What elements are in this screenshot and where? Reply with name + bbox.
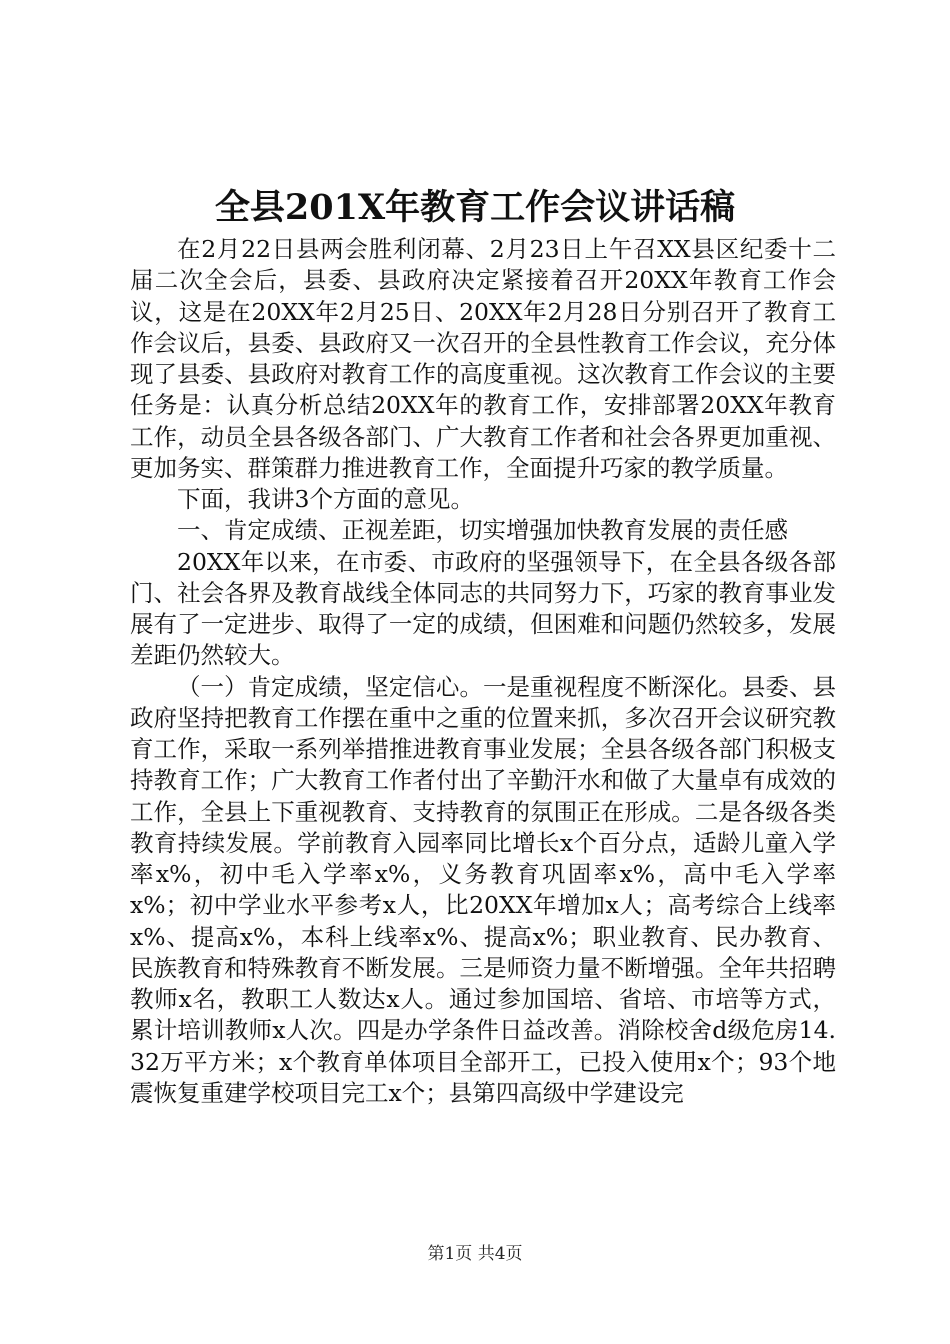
section-heading: 一、肯定成绩、正视差距，切实增强加快教育发展的责任感 bbox=[177, 516, 788, 545]
paragraph: （一）肯定成绩，坚定信心。一是重视程度不断深化。县委、县政府坚持把教育工作摆在重中之重的位置来抓，多次召开会议研究教育工作，采取一系列举措推进教育事业发展；全县各级各部门积极支持教育工作；广大教育工作者付出了辛勤汗水和做了大量卓有成效的工作，全县上下重视教育、支持教育的氛围正在形成。二是各级各类教育持续发展。学前教育入园率同比增长x个百分点，适龄儿童入学率x%，初中毛入学率x%，义务教育巩固率x%，高中毛入学率x%；初中学业水平参考x人，比20XX年增加x人；高考综合上线率x%、提高x%，本科上线率x%、提高x%；职业教育、民办教育、民族教育和特殊教育不断发展。三是师资力量不断增强。全年共招聘教师x名，教职工人数达x人。通过参加国培、省培、市培等方式，累计培训教师x人次。四是办学条件日益改善。消除校舍d级危房14.32万平方米；x个教育单体项目全部开工，已投入使用x个；93个地震恢复重建学校项目完工x个；县第四高级中学建设完 bbox=[130, 672, 836, 1107]
document-body bbox=[130, 234, 836, 1109]
paragraph: 在2月22日县两会胜利闭幕、2月23日上午召XX县区纪委十二届二次全会后，县委、县政府决定紧接着召开20XX年教育工作会议，这是在20XX年2月25日、20XX年2月28日分别召开了教育工作会议后，县委、县政府又一次召开的全县性教育工作会议，充分体现了县委、县政府对教育工作的高度重视。这次教育工作会议的主要任务是：认真分析总结20XX年的教育工作，安排部署20XX年教育工作，动员全县各级各部门、广大教育工作者和社会各界更加重视、更加务实、群策群力推进教育工作，全面提升巧家的教学质量。 bbox=[130, 235, 836, 482]
document-title: 全县201X年教育工作会议讲话稿 bbox=[214, 187, 736, 228]
paragraph: 下面，我讲3个方面的意见。 bbox=[177, 485, 474, 513]
paragraph: 20XX年以来，在市委、市政府的坚强领导下，在全县各级各部门、社会各界及教育战线全体同志的共同努力下，巧家的教育事业发展有了一定进步、取得了一定的成绩，但困难和问题仍然较多，发展差距仍然较大。 bbox=[130, 547, 836, 670]
page-indicator: 第1页 共4页 bbox=[427, 1244, 523, 1264]
